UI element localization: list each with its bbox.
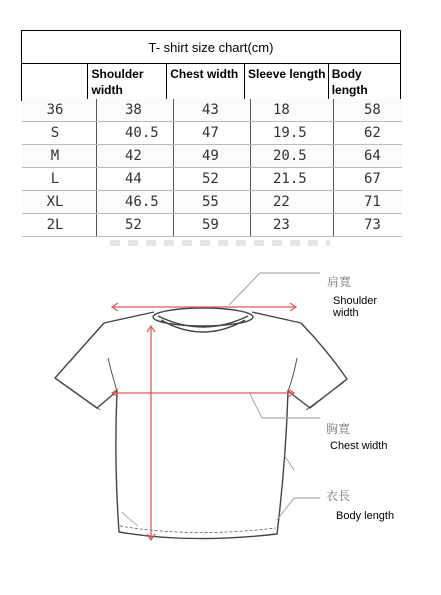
size-cell: 2L <box>22 214 97 237</box>
body-cell: 64 <box>334 145 403 168</box>
chest-cell: 47 <box>174 122 251 145</box>
table-row <box>22 99 402 122</box>
chest-cell: 55 <box>174 191 251 214</box>
shoulder-cell: 38 <box>97 99 174 122</box>
sleeve-cell: 19.5 <box>251 122 334 145</box>
col-header-size <box>22 64 88 101</box>
chest-cell: 59 <box>174 214 251 237</box>
size-cell: L <box>22 168 97 191</box>
chest-width-label: Chest width <box>330 440 388 452</box>
body-cell: 58 <box>334 99 403 122</box>
size-chart-values <box>22 99 402 237</box>
sleeve-cell: 23 <box>251 214 334 237</box>
sleeve-cell: 18 <box>251 99 334 122</box>
table-row <box>22 122 402 145</box>
body-cell: 67 <box>334 168 403 191</box>
body-cn-label: 衣長 <box>326 489 351 503</box>
shoulder-cell: 44 <box>97 168 174 191</box>
tshirt-diagram <box>22 250 402 550</box>
size-chart-header <box>21 30 401 101</box>
table-row <box>22 168 402 191</box>
chest-cell: 49 <box>174 145 251 168</box>
chest-cell: 43 <box>174 99 251 122</box>
table-row <box>22 191 402 214</box>
shoulder-cell: 46.5 <box>97 191 174 214</box>
size-cell: S <box>22 122 97 145</box>
sleeve-cell: 20.5 <box>251 145 334 168</box>
body-cell: 62 <box>334 122 403 145</box>
tshirt-outline <box>55 308 347 539</box>
chest-cn-label: 胸寬 <box>326 422 351 436</box>
size-cell: M <box>22 145 97 168</box>
col-header-shoulder: Shoulder width <box>88 64 167 101</box>
shoulder-cell: 40.5 <box>97 122 174 145</box>
body-cell: 73 <box>334 214 403 237</box>
shoulder-cn-label: 肩寬 <box>327 275 352 289</box>
body-length-label: Body length <box>336 510 395 522</box>
table-row <box>22 214 402 237</box>
col-header-body: Body length <box>328 64 400 101</box>
table-row <box>22 145 402 168</box>
shoulder-cell: 42 <box>97 145 174 168</box>
sleeve-cell: 21.5 <box>251 168 334 191</box>
size-cell: 36 <box>22 99 97 122</box>
col-header-chest: Chest width <box>167 64 245 101</box>
chart-title: T- shirt size chart(cm) <box>22 31 401 64</box>
faded-text-strip <box>110 240 330 246</box>
size-cell: XL <box>22 191 97 214</box>
col-header-sleeve: Sleeve length <box>245 64 329 101</box>
leader-lines <box>229 273 320 520</box>
shoulder-cell: 52 <box>97 214 174 237</box>
sleeve-cell: 22 <box>251 191 334 214</box>
chest-cell: 52 <box>174 168 251 191</box>
shoulder-width-label: Shoulder width <box>333 295 402 319</box>
measurement-arrows <box>112 303 296 540</box>
body-cell: 71 <box>334 191 403 214</box>
